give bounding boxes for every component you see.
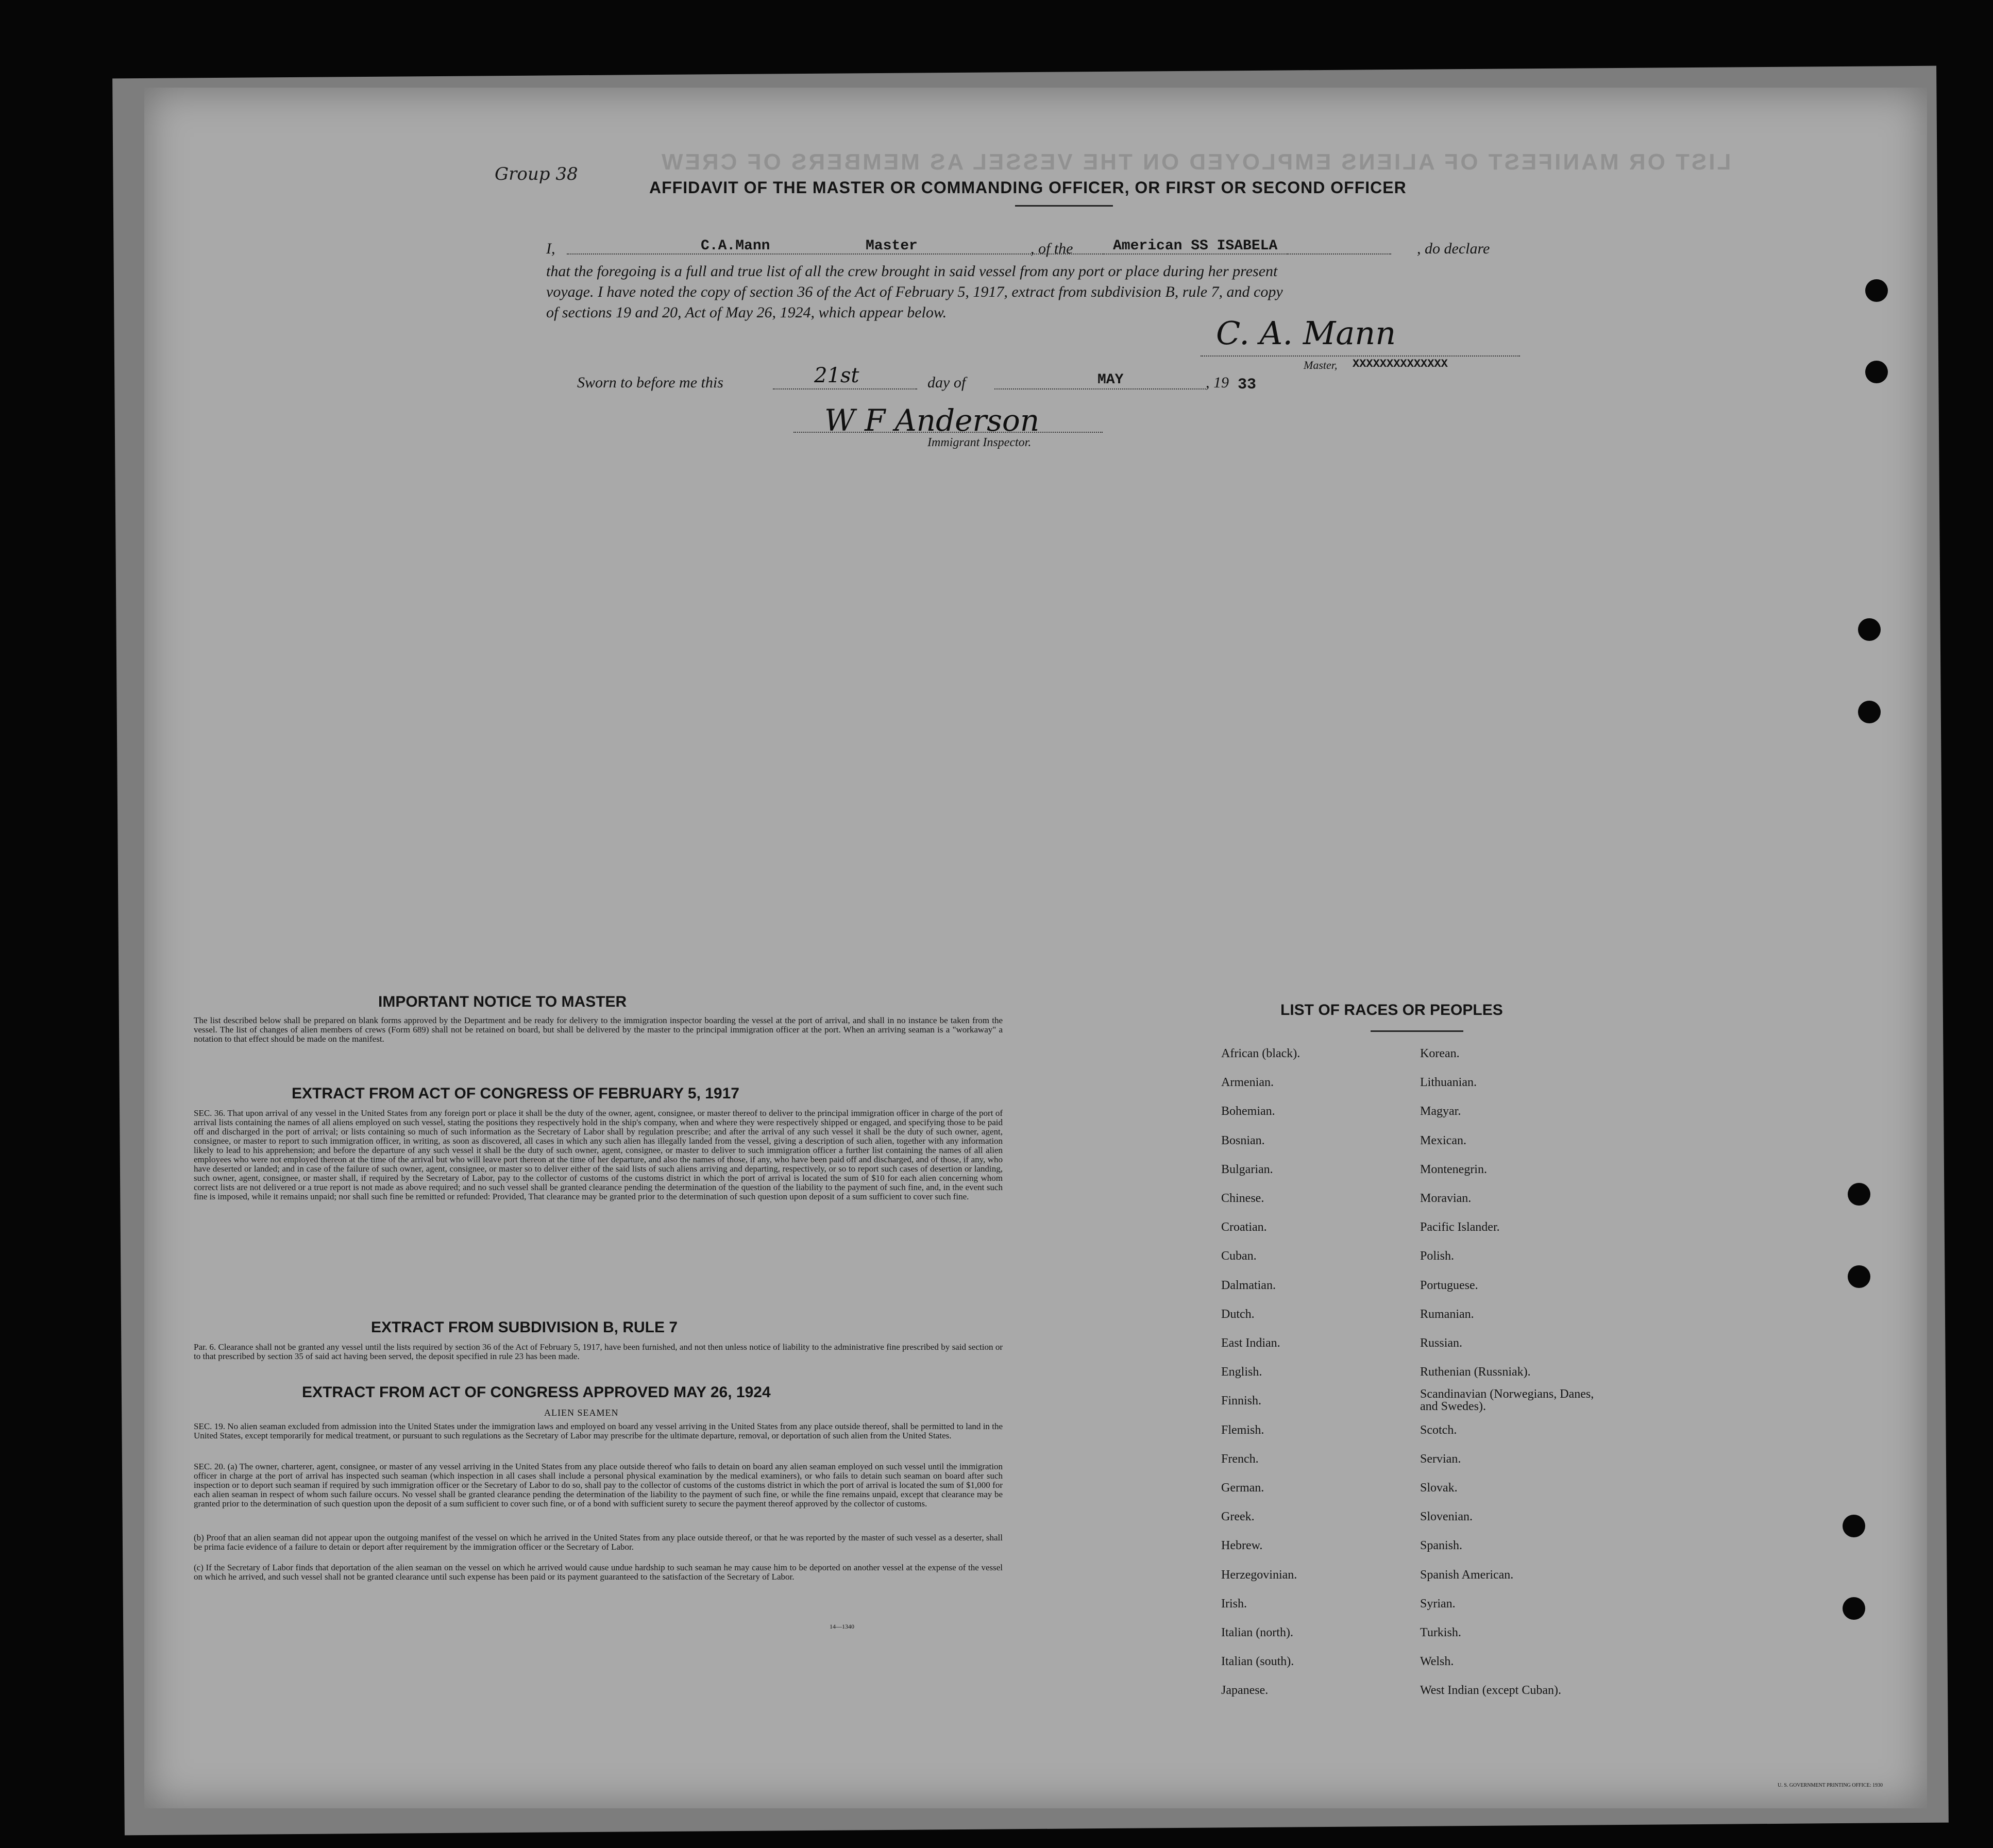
race-item: Slovak. xyxy=(1420,1481,1458,1495)
extract-1924-sec20c: (c) If the Secretary of Labor finds that deportation of the alien seaman on the vessel on which he arrived would cause undue hardship to such seaman he may cause him to be deported on another vessel at the expense of the vessel on which he arrived, and such vessel shall not be granted clearance until such expense has been paid or its payment guaranteed to the satisfaction of the Secretary of Labor. xyxy=(194,1563,1003,1582)
races-title-rule xyxy=(1371,1030,1463,1032)
race-item: Lithuanian. xyxy=(1420,1076,1477,1090)
race-item: African (black). xyxy=(1221,1047,1300,1060)
race-item: Dutch. xyxy=(1221,1307,1255,1321)
notice-text: The list described below shall be prepared on blank forms approved by the Department and be ready for delivery to the immigration inspector boarding the vessel at the port of arrival, and shall in no instance be taken from the vessel. The list of changes of alien members of crews (Form 689) shall not be retained on board, but shall be delivered by the master to the principal immigration officer at the port. When an arriving seaman is a "workaway" a notation to that effect should be made on the manifest. xyxy=(194,1015,1003,1044)
race-item: Syrian. xyxy=(1420,1597,1456,1610)
declare-label: , do declare xyxy=(1417,240,1490,257)
master-rank: Master xyxy=(866,238,918,254)
affidavit-i-label: I, xyxy=(546,240,555,257)
bleed-through-header: LIST OR MANIFEST OF ALIENS EMPLOYED ON THE VESSEL AS MEMBERS OF CREW xyxy=(660,149,1731,175)
race-item: Pacific Islander. xyxy=(1420,1220,1500,1234)
year-value: 33 xyxy=(1238,376,1257,394)
race-item: Croatian. xyxy=(1221,1220,1267,1234)
extract-1924-sec19: SEC. 19. No alien seaman excluded from admission into the United States under the immigration laws and employed on board any vessel arriving in the United States from any place outside thereof, shall be permitted to land in the United States, except temporarily for medical treatment, or pursuant to such regulations as the Secretary of Labor may prescribe for the ultimate departure, removal, or deportation of such alien from the United States. xyxy=(194,1421,1003,1440)
race-item: Cuban. xyxy=(1221,1249,1257,1263)
inspector-line xyxy=(793,432,1103,433)
year-prefix: , 19 xyxy=(1206,374,1229,391)
race-item: Magyar. xyxy=(1420,1105,1461,1118)
race-item: Slovenian. xyxy=(1420,1510,1473,1524)
title-rule xyxy=(1015,205,1113,207)
extract-1917-text: SEC. 36. That upon arrival of any vessel in the United States from any foreign port or place it shall be the duty of the owner, agent, consignee, or master thereof to deliver to the principal immigration officer in charge of the port of arrival lists containing the names of all aliens employed on such vessel, stating the positions they respectively hold in the ship's company, when and where they were respectively shipped or engaged, and specifying those to be paid off and discharged in the port of arrival; or lists containing so much of such information as the Secretary of Labor shall by regulation prescribe; and after the arrival of any such vessel it shall be the duty of such owner, agent, consignee, or master to report to such immigration officer, in writing, as soon as discovered, all cases in which any such alien has illegally landed from the vessel, giving a description of such alien, together with any information likely to lead to his apprehension; and before the departure of any such vessel it shall be the duty of such owner, agent, consignee, or master to deliver to such immigration officer a further list containing the names of all alien employees who were not employed thereon at the time of the arrival but who will leave port thereon at the time of her departure, and also the names of those, if any, who have been paid off and discharged, and of those, if any, who have deserted or landed; and in case of the failure of such owner, agent, consignee, or master so to deliver either of the said lists of such aliens arriving and departing, respectively, or so to report such cases of desertion or landing, such owner, agent, consignee, or master shall, if required by the Secretary of Labor, pay to the collector of customs of the customs district in which the port of arrival is located the sum of $10 for each alien concerning whom correct lists are not delivered or a true report is not made as above required; and no such vessel shall be granted clearance pending the determination of the question of the liability to the payment of such fine, and, in the event such fine is imposed, while it remains unpaid; nor shall such fine be remitted or refunded: Provided, That clearance may be granted prior to the determination of such question upon deposit of a sum sufficient to cover such fine. xyxy=(194,1108,1003,1201)
race-item: Turkish. xyxy=(1420,1626,1461,1639)
extract-1924-sec20a: SEC. 20. (a) The owner, charterer, agent, consignee, or master of any vessel arriving in the United States from any place outside thereof who fails to detain on board any alien seaman employed on such vessel until the immigration officer in charge at the port of arrival has inspected such seaman (which inspection in all cases shall include a personal physical examination by the medical examiners), or who fails to detain such seaman on board after such inspection or to deport such seaman if required by such immigration officer or the Secretary of Labor to do so, shall pay to the collector of customs of the customs district in which the port of arrival is located the sum of $1,000 for each alien seaman in respect of whom such failure occurs. No vessel shall be granted clearance pending the determination of the liability to the payment of such fine, or while the fine remains unpaid, except that clearance may be granted prior to the determination of such question upon the deposit of a sum sufficient to cover such fine, or of a bond with sufficient surety to secure the payment thereof approved by the collector of customs. xyxy=(194,1462,1003,1508)
race-item: Armenian. xyxy=(1221,1076,1274,1090)
of-the-label: , of the xyxy=(1031,240,1073,257)
affidavit-title: AFFIDAVIT OF THE MASTER OR COMMANDING OFFICER, OR FIRST OR SECOND OFFICER xyxy=(649,178,1407,197)
alien-seamen-subtitle: ALIEN SEAMEN xyxy=(544,1408,619,1418)
master-signature: C. A. Mann xyxy=(1216,314,1396,352)
race-item: Polish. xyxy=(1420,1249,1455,1263)
race-item: Bulgarian. xyxy=(1221,1162,1273,1176)
race-item: Dalmatian. xyxy=(1221,1278,1276,1292)
punch-hole xyxy=(1858,701,1881,723)
punch-hole xyxy=(1843,1597,1865,1620)
race-item: Irish. xyxy=(1221,1597,1247,1610)
extract-rule7-text: Par. 6. Clearance shall not be granted any vessel until the lists required by section 36 of the Act of February 5, 1917, have been furnished, and not then unless notice of liability to the administrative fine prescribed by said section or to that prescribed by section 35 of said act having been served, the deposit specified in rule 23 has been made. xyxy=(194,1342,1003,1361)
race-item: Rumanian. xyxy=(1420,1307,1474,1321)
affidavit-body-line-3: of sections 19 and 20, Act of May 26, 1924, which appear below. xyxy=(546,304,947,321)
signature-line xyxy=(1201,355,1520,357)
race-item: Japanese. xyxy=(1221,1684,1269,1698)
race-item: Greek. xyxy=(1221,1510,1255,1524)
race-item: Montenegrin. xyxy=(1420,1162,1487,1176)
vessel-name: American SS ISABELA xyxy=(1113,238,1278,254)
punch-hole xyxy=(1865,361,1888,383)
punch-hole xyxy=(1865,279,1888,302)
race-item: Servian. xyxy=(1420,1452,1461,1466)
inspector-label: Immigrant Inspector. xyxy=(927,436,1032,449)
sworn-label: Sworn to before me this xyxy=(577,374,723,391)
race-item: Spanish American. xyxy=(1420,1568,1514,1582)
race-item: Hebrew. xyxy=(1221,1539,1263,1553)
race-item: Bohemian. xyxy=(1221,1105,1275,1118)
day-line xyxy=(773,388,917,389)
race-item: Scandinavian (Norwegians, Danes, and Swedes). xyxy=(1420,1387,1594,1414)
race-item: West Indian (except Cuban). xyxy=(1420,1684,1561,1698)
inspector-signature: W F Anderson xyxy=(824,403,1040,438)
manifest-page xyxy=(144,88,1927,1808)
month-value: MAY xyxy=(1097,372,1124,388)
master-label: Master, xyxy=(1304,359,1338,371)
day-value: 21st xyxy=(814,364,859,387)
form-number: 14—1340 xyxy=(830,1623,854,1630)
printer-line: U. S. GOVERNMENT PRINTING OFFICE: 1930 xyxy=(1778,1783,1883,1788)
extract-rule7-title: EXTRACT FROM SUBDIVISION B, RULE 7 xyxy=(371,1319,678,1336)
month-line xyxy=(994,388,1206,389)
extract-1924-sec20b: (b) Proof that an alien seaman did not appear upon the outgoing manifest of the vessel on which he arrived in the United States from any place outside thereof, or that he was reported by the master of such vessel as a deserter, shall be prima facie evidence of a failure to detain or deport after requirement by the immigration officer or the Secretary of Labor. xyxy=(194,1533,1003,1552)
race-item: Russian. xyxy=(1420,1336,1463,1350)
race-item: Italian (south). xyxy=(1221,1655,1294,1669)
race-item: Bosnian. xyxy=(1221,1133,1265,1147)
race-item: Welsh. xyxy=(1420,1655,1454,1669)
race-item: Finnish. xyxy=(1221,1394,1262,1408)
race-item: Portuguese. xyxy=(1420,1278,1478,1292)
race-item: Italian (north). xyxy=(1221,1626,1293,1639)
races-title: LIST OF RACES OR PEOPLES xyxy=(1280,1002,1503,1019)
race-item: Scotch. xyxy=(1420,1423,1457,1437)
punch-hole xyxy=(1848,1183,1870,1206)
master-strike: XXXXXXXXXXXXXX xyxy=(1353,358,1448,370)
punch-hole xyxy=(1848,1265,1870,1288)
race-item: Spanish. xyxy=(1420,1539,1463,1553)
notice-title: IMPORTANT NOTICE TO MASTER xyxy=(378,993,627,1010)
race-item: German. xyxy=(1221,1481,1264,1495)
master-name: C.A.Mann xyxy=(701,238,770,254)
race-item: Moravian. xyxy=(1420,1192,1472,1205)
race-item: Flemish. xyxy=(1221,1423,1264,1437)
day-of-label: day of xyxy=(927,374,966,391)
race-item: Ruthenian (Russniak). xyxy=(1420,1365,1531,1379)
vessel-line xyxy=(1103,253,1391,255)
race-item: English. xyxy=(1221,1365,1262,1379)
race-item: Korean. xyxy=(1420,1047,1460,1060)
race-item: Mexican. xyxy=(1420,1133,1466,1147)
punch-hole xyxy=(1843,1515,1865,1537)
margin-note: Group 38 xyxy=(495,164,578,184)
race-item: Chinese. xyxy=(1221,1192,1264,1205)
affidavit-body-line-2: voyage. I have noted the copy of section 36 of the Act of February 5, 1917, extract from subdivision B, rule 7, and copy xyxy=(546,283,1283,300)
extract-1917-title: EXTRACT FROM ACT OF CONGRESS OF FEBRUARY 5, 1917 xyxy=(292,1085,739,1102)
extract-1924-title: EXTRACT FROM ACT OF CONGRESS APPROVED MAY 26, 1924 xyxy=(302,1384,771,1401)
race-item: Herzegovinian. xyxy=(1221,1568,1297,1582)
punch-hole xyxy=(1858,618,1881,641)
affidavit-body-line-1: that the foregoing is a full and true list of all the crew brought in said vessel from any port or place during her present xyxy=(546,263,1278,280)
race-item: French. xyxy=(1221,1452,1259,1466)
race-item: East Indian. xyxy=(1221,1336,1280,1350)
